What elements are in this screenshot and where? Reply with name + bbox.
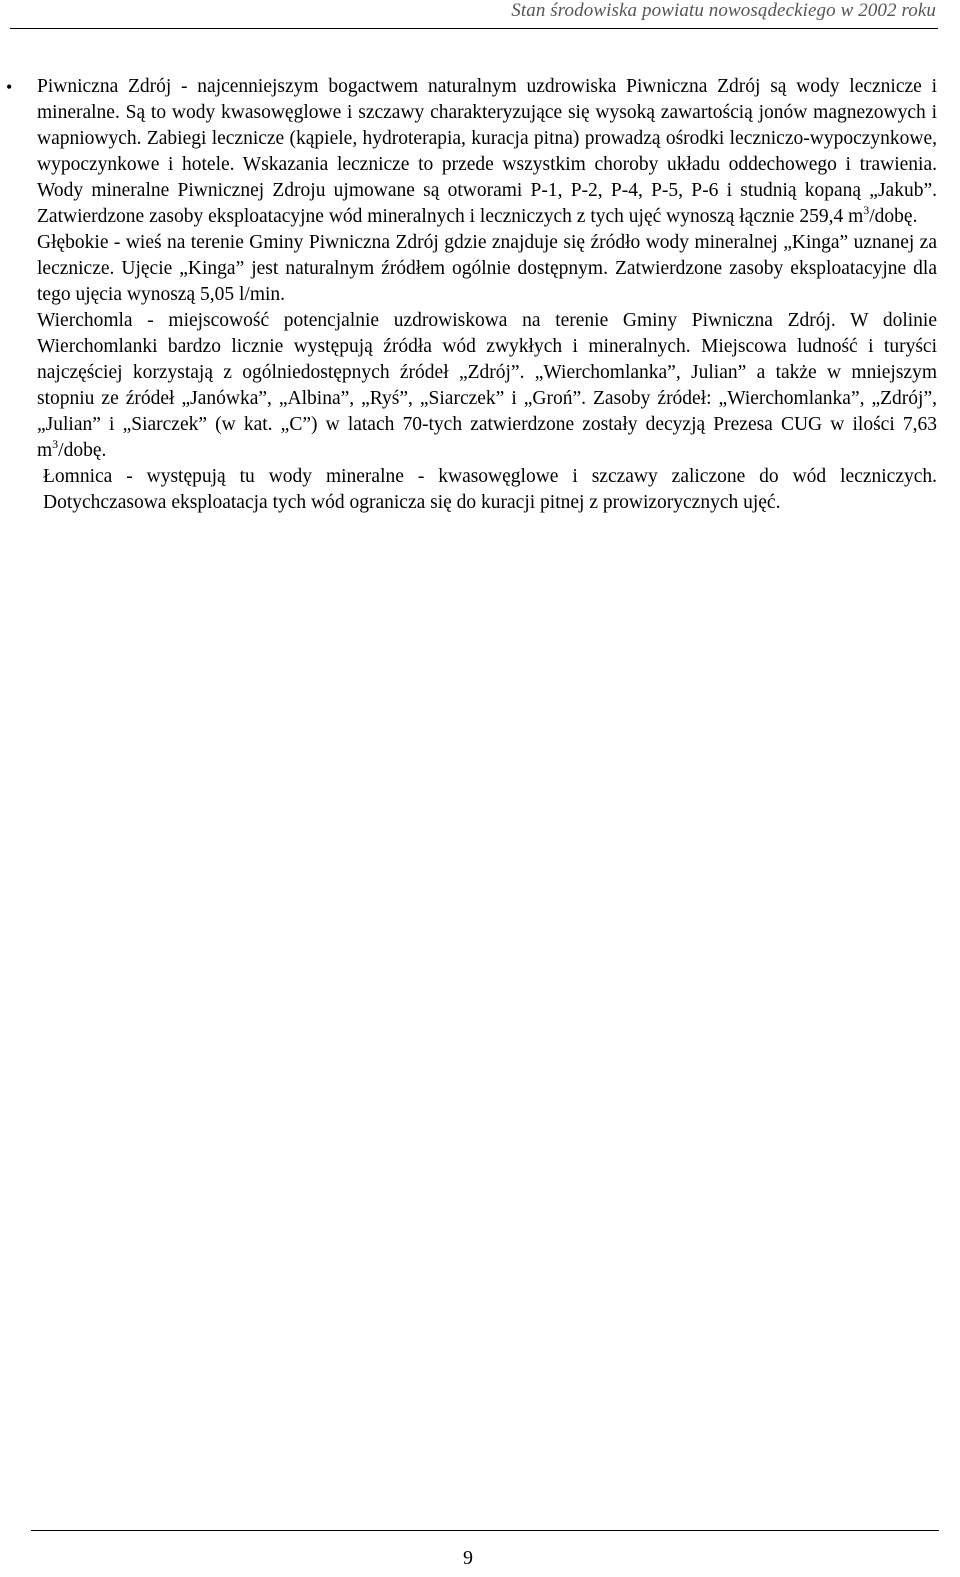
bullet-icon: • [6, 77, 13, 97]
header-divider [10, 28, 938, 29]
page-number: 9 [463, 1547, 473, 1569]
paragraph-piwniczna-text: Piwniczna Zdrój - najcenniejszym bogactwem naturalnym uzdrowiska Piwniczna Zdrój są wody lecznicze i mineralne. Są to wody kwasowęglowe i szczawy charakteryzujące się wysoką zawartością jonów magnezowych i wapniowych. Zabiegi lecznicze (kąpiele, hydroterapia, kuracja pitna) prowadzą ośrodki leczniczo-wypoczynkowe, wypoczynkowe i hotele. Wskazania lecznicze to przede wszystkim choroby układu oddechowego i trawienia. Wody mineralne Piwnicznej Zdroju ujmowane są otworami P-1, P-2, P-4, P-5, P-6 i studnią kopaną „Jakub”. Zatwierdzone zasoby eksploatacyjne wód mineralnych i leczniczych z tych ujęć wynoszą łącznie 259,4 m [37, 76, 937, 227]
paragraph-piwniczna-unit: /dobę. [869, 206, 918, 227]
running-header-title: Stan środowiska powiatu nowosądeckiego w 2002 roku [511, 0, 936, 21]
paragraph-wierchomla [37, 308, 937, 464]
paragraph-wierchomla-text: Wierchomla - miejscowość potencjalnie uzdrowiskowa na terenie Gminy Piwniczna Zdrój. W dolinie Wierchomlanki bardzo licznie występują źródła wód zwykłych i mineralnych. Miejscowa ludność i turyści najczęściej korzystają z ogólniedostępnych źródeł „Zdrój”. „Wierchomlanka”, Julian” a także w mniejszym stopniu ze źródeł „Janówka”, „Albina”, „Ryś”, „Siarczek” i „Groń”. Zasoby źródeł: „Wierchomlanka”, „Zdrój”, „Julian” i „Siarczek” (w kat. „C”) w latach 70-tych zatwierdzone zostały decyzją Prezesa CUG w ilości 7,63 m [37, 310, 937, 461]
footer-divider [31, 1530, 939, 1531]
paragraph-wierchomla-unit: /dobę. [58, 440, 107, 461]
paragraph-glebokie: Głębokie - wieś na terenie Gminy Piwniczna Zdrój gdzie znajduje się źródło wody mineralnej „Kinga” uznanej za lecznicze. Ujęcie „Kinga” jest naturalnym źródłem ogólnie dostępnym. Zatwierdzone zasoby eksploatacyjne dla tego ujęcia wynoszą 5,05 l/min. [37, 232, 937, 305]
superscript-cubic: 3 [863, 202, 870, 217]
paragraph-lomnica: Łomnica - występują tu wody mineralne - kwasowęglowe i szczawy zaliczone do wód leczniczych. Dotychczasowa eksploatacja tych wód ogranicza się do kuracji pitnej z prowizorycznych ujęć. [43, 466, 937, 513]
document-body [6, 74, 937, 516]
superscript-cubic: 3 [52, 436, 59, 451]
paragraph-piwniczna [6, 74, 937, 230]
